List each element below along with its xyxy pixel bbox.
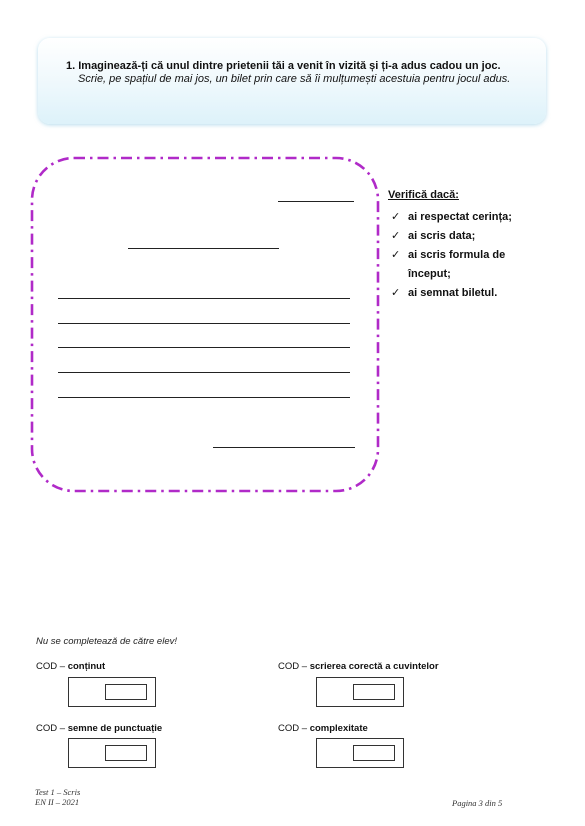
checklist-item [388, 284, 528, 303]
footer-exam: EN II – 2021 [35, 797, 80, 807]
code-scriere-box [316, 677, 404, 707]
checklist-item-label: ai semnat biletul. [408, 287, 498, 299]
check-icon: ✓ [391, 211, 401, 223]
greeting-line[interactable] [128, 248, 279, 249]
checklist-item-label: ai respectat cerința; [408, 211, 512, 223]
checklist-item [388, 208, 528, 227]
code-continut-field[interactable] [105, 684, 147, 700]
code-continut-label [36, 661, 105, 672]
footer-page-number: Pagina 3 din 5 [452, 798, 503, 808]
code-name: scrierea corectă a cuvintelor [309, 661, 439, 672]
body-line-1[interactable] [58, 298, 350, 299]
body-line-2[interactable] [58, 323, 350, 324]
check-icon: ✓ [391, 230, 401, 242]
checklist [388, 189, 528, 303]
signature-line[interactable] [213, 447, 355, 448]
code-name: complexitate [309, 723, 368, 734]
code-prefix: COD – [36, 661, 66, 672]
code-prefix: COD – [278, 723, 308, 734]
checklist-item-label: ai scris data; [408, 230, 476, 242]
code-prefix: COD – [36, 723, 66, 734]
task-instruction: Scrie, pe spațiul de mai jos, un bilet prin care să îi mulțumești acestuia pentru jocul adus. [78, 73, 511, 85]
code-scriere-label [278, 661, 439, 672]
grading-note: Nu se completează de către elev! [36, 636, 177, 647]
date-line[interactable] [278, 201, 354, 202]
check-icon: ✓ [391, 287, 401, 299]
code-prefix: COD – [278, 661, 308, 672]
body-line-4[interactable] [58, 372, 350, 373]
code-complexitate-label [278, 723, 368, 734]
body-line-5[interactable] [58, 397, 350, 398]
letter-border [32, 158, 378, 491]
code-name: conținut [67, 661, 106, 672]
code-punctuatie-box [68, 738, 156, 768]
checklist-item [388, 227, 528, 246]
code-name: semne de punctuație [67, 723, 163, 734]
checklist-item [388, 246, 528, 284]
task-title: 1. Imaginează-ți că unul dintre prietenii tăi a venit în vizită și ți-a adus cadou un joc. [66, 60, 501, 72]
footer-left [35, 787, 80, 807]
code-complexitate-box [316, 738, 404, 768]
code-punctuatie-label [36, 723, 162, 734]
code-continut-box [68, 677, 156, 707]
check-icon: ✓ [391, 249, 401, 261]
code-complexitate-field[interactable] [353, 745, 395, 761]
code-punctuatie-field[interactable] [105, 745, 147, 761]
footer-test: Test 1 – Scris [35, 787, 81, 797]
code-scriere-field[interactable] [353, 684, 395, 700]
checklist-item-label: ai scris formula de început; [408, 249, 506, 280]
checklist-title: Verifică dacă: [388, 189, 459, 201]
body-line-3[interactable] [58, 347, 350, 348]
